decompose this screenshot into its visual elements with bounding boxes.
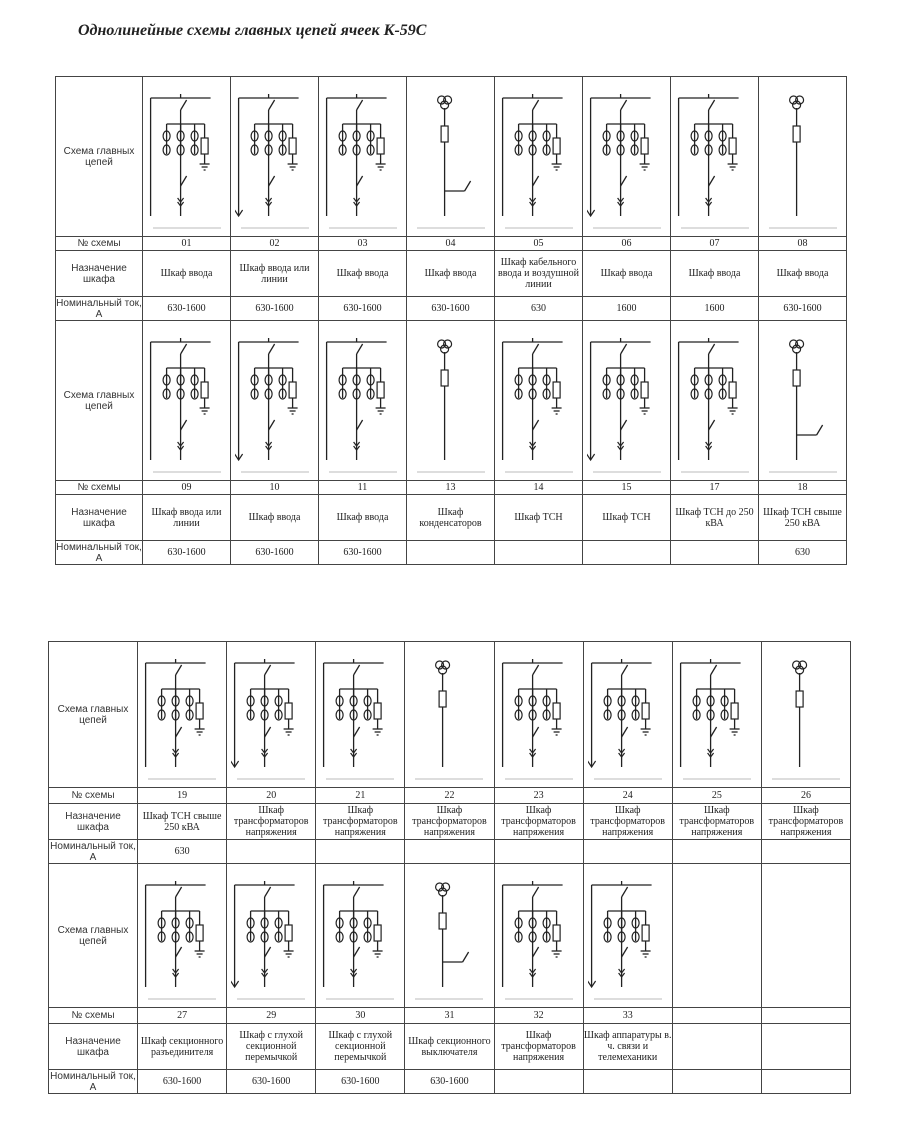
purpose-row — [49, 1024, 851, 1070]
scheme-number: 23 — [533, 790, 544, 801]
rated-current: 1600 — [704, 303, 725, 314]
current-cell — [583, 840, 672, 864]
row-label-purpose: Назначение шкафа — [49, 1024, 138, 1070]
scheme-cell — [405, 642, 494, 788]
purpose-cell — [671, 495, 759, 541]
scheme-cell — [319, 321, 407, 481]
current-cell — [319, 541, 407, 565]
current-cell — [231, 541, 319, 565]
purpose-cell — [231, 495, 319, 541]
current-cell — [672, 840, 761, 864]
number-cell — [227, 788, 316, 804]
scheme-number: 26 — [800, 790, 811, 801]
cabinet-purpose: Шкаф секционного выключателя — [408, 1035, 491, 1058]
purpose-cell — [759, 251, 847, 297]
purpose-cell — [495, 495, 583, 541]
rated-current: 630-1600 — [252, 1076, 291, 1087]
purpose-cell — [761, 1024, 850, 1070]
scheme-icon — [587, 80, 667, 234]
scheme-cell — [231, 321, 319, 481]
cabinet-purpose: Шкаф ввода — [160, 268, 213, 279]
scheme-number: 15 — [621, 482, 632, 493]
purpose-cell — [583, 1024, 672, 1070]
scheme-cell — [407, 321, 495, 481]
cabinet-purpose: Шкаф ввода или линии — [151, 506, 222, 529]
cabinet-purpose: Шкаф трансформаторов напряжения — [679, 805, 755, 838]
scheme-number: 13 — [445, 482, 456, 493]
cabinet-purpose: Шкаф трансформаторов напряжения — [323, 805, 398, 838]
rated-current: 630 — [795, 547, 810, 558]
scheme-icon — [320, 645, 400, 785]
purpose-cell — [319, 495, 407, 541]
number-cell — [671, 481, 759, 495]
row-label-current: Номинальный ток, А — [50, 1070, 136, 1093]
scheme-icon — [147, 80, 227, 234]
row-label-number: № схемы — [49, 788, 138, 804]
current-cell — [227, 1070, 316, 1094]
scheme-icon — [142, 867, 222, 1005]
cabinet-purpose: Шкаф ввода — [336, 512, 389, 523]
scheme-number: 31 — [444, 1010, 455, 1021]
scheme-number: 06 — [621, 238, 632, 249]
scheme-cell — [583, 77, 671, 237]
scheme-number: 24 — [622, 790, 633, 801]
row-label-scheme: Схема главных цепей — [49, 864, 138, 1008]
cabinet-purpose: Шкаф с глухой секционной перемычкой — [328, 1030, 393, 1063]
scheme-icon — [320, 867, 400, 1005]
cabinet-purpose: Шкаф конденсаторов — [419, 506, 482, 529]
purpose-cell — [495, 251, 583, 297]
purpose-cell — [672, 804, 761, 840]
scheme-number: 08 — [797, 238, 808, 249]
scheme-icon — [411, 324, 491, 478]
scheme-cell — [672, 864, 761, 1008]
row-label-current: Номинальный ток, А — [56, 541, 142, 564]
scheme-icon — [411, 80, 491, 234]
number-cell — [227, 1008, 316, 1024]
cabinet-purpose: Шкаф трансформаторов напряжения — [501, 805, 576, 838]
purpose-cell — [671, 251, 759, 297]
number-cell — [672, 1008, 761, 1024]
current-cell — [759, 541, 847, 565]
schemes-table-bottom — [48, 641, 851, 1094]
scheme-number: 30 — [355, 1010, 366, 1021]
scheme-row — [49, 864, 851, 1008]
current-cell — [407, 297, 495, 321]
scheme-number: 33 — [622, 1010, 633, 1021]
current-cell — [138, 1070, 227, 1094]
scheme-number: 14 — [533, 482, 544, 493]
scheme-icon — [499, 867, 579, 1005]
current-cell — [495, 297, 583, 321]
scheme-cell — [405, 864, 494, 1008]
current-cell — [143, 297, 231, 321]
row-label-purpose: Назначение шкафа — [56, 251, 143, 297]
row-label-purpose: Назначение шкафа — [49, 804, 138, 840]
rated-current: 630-1600 — [255, 547, 294, 558]
current-cell — [316, 840, 405, 864]
number-cell — [231, 237, 319, 251]
purpose-cell — [759, 495, 847, 541]
scheme-icon — [763, 324, 843, 478]
scheme-cell — [672, 642, 761, 788]
rated-current: 630-1600 — [343, 303, 382, 314]
number-cell — [495, 481, 583, 495]
number-row — [49, 788, 851, 804]
number-cell — [671, 237, 759, 251]
cabinet-purpose: Шкаф трансформаторов напряжения — [233, 805, 309, 838]
scheme-number: 21 — [355, 790, 366, 801]
row-label-number: № схемы — [56, 481, 143, 495]
scheme-cell — [316, 642, 405, 788]
number-cell — [319, 237, 407, 251]
purpose-cell — [583, 804, 672, 840]
number-cell — [405, 788, 494, 804]
number-cell — [672, 788, 761, 804]
purpose-cell — [231, 251, 319, 297]
number-row — [56, 237, 847, 251]
scheme-number: 27 — [177, 1010, 188, 1021]
rated-current: 630-1600 — [167, 547, 206, 558]
schemes-table-top — [55, 76, 847, 565]
row-label-current: Номинальный ток, А — [50, 840, 136, 863]
cabinet-purpose: Шкаф кабельного ввода и воздушной линии — [498, 257, 579, 290]
scheme-number: 11 — [357, 482, 368, 493]
cabinet-purpose: Шкаф секционного разъединителя — [140, 1035, 224, 1058]
scheme-cell — [495, 321, 583, 481]
scheme-number: 03 — [357, 238, 368, 249]
scheme-cell — [759, 321, 847, 481]
number-cell — [138, 1008, 227, 1024]
purpose-cell — [405, 804, 494, 840]
row-label-purpose: Назначение шкафа — [56, 495, 143, 541]
scheme-icon — [499, 80, 579, 234]
scheme-number: 29 — [266, 1010, 277, 1021]
purpose-cell — [405, 1024, 494, 1070]
scheme-cell — [494, 642, 583, 788]
number-cell — [759, 237, 847, 251]
scheme-cell — [227, 642, 316, 788]
cabinet-purpose: Шкаф ввода или линии — [239, 262, 310, 285]
rated-current: 1600 — [616, 303, 637, 314]
scheme-cell — [227, 864, 316, 1008]
number-cell — [495, 237, 583, 251]
scheme-cell — [495, 77, 583, 237]
row-label-current: Номинальный ток, А — [56, 297, 142, 320]
scheme-icon — [231, 645, 311, 785]
current-cell — [405, 840, 494, 864]
current-cell — [405, 1070, 494, 1094]
current-cell — [138, 840, 227, 864]
purpose-cell — [494, 1024, 583, 1070]
cabinet-purpose: Шкаф ТСН — [602, 512, 651, 523]
purpose-row — [49, 804, 851, 840]
scheme-icon — [588, 645, 668, 785]
cabinet-purpose: Шкаф трансформаторов напряжения — [412, 805, 487, 838]
purpose-cell — [138, 804, 227, 840]
scheme-icon — [499, 324, 579, 478]
scheme-cell — [583, 321, 671, 481]
number-cell — [761, 788, 850, 804]
scheme-cell — [671, 321, 759, 481]
purpose-cell — [672, 1024, 761, 1070]
scheme-icon — [587, 324, 667, 478]
purpose-cell — [316, 1024, 405, 1070]
row-label-scheme: Схема главных цепей — [56, 77, 143, 237]
current-row — [56, 541, 847, 565]
row-label-number: № схемы — [49, 1008, 138, 1024]
rated-current: 630-1600 — [341, 1076, 380, 1087]
rated-current: 630-1600 — [343, 547, 382, 558]
scheme-number: 32 — [533, 1010, 544, 1021]
current-cell — [227, 840, 316, 864]
number-cell — [407, 481, 495, 495]
scheme-cell — [143, 77, 231, 237]
number-cell — [583, 1008, 672, 1024]
scheme-row — [49, 642, 851, 788]
number-cell — [231, 481, 319, 495]
purpose-cell — [583, 251, 671, 297]
scheme-icon — [766, 645, 846, 785]
cabinet-purpose: Шкаф ТСН до 250 кВА — [675, 506, 754, 529]
scheme-cell — [143, 321, 231, 481]
number-cell — [494, 1008, 583, 1024]
rated-current: 630 — [531, 303, 546, 314]
cabinet-purpose: Шкаф трансформаторов напряжения — [501, 1030, 576, 1063]
current-cell — [671, 541, 759, 565]
scheme-cell — [583, 642, 672, 788]
number-cell — [407, 237, 495, 251]
cabinet-purpose: Шкаф ввода — [336, 268, 389, 279]
cabinet-purpose: Шкаф ввода — [688, 268, 741, 279]
scheme-icon — [409, 867, 489, 1005]
scheme-icon — [677, 645, 757, 785]
scheme-row — [56, 77, 847, 237]
scheme-icon — [763, 80, 843, 234]
current-row — [49, 840, 851, 864]
cabinet-purpose: Шкаф ввода — [776, 268, 829, 279]
cabinet-purpose: Шкаф ввода — [248, 512, 301, 523]
cabinet-purpose: Шкаф ТСН — [514, 512, 563, 523]
scheme-icon — [147, 324, 227, 478]
number-cell — [143, 481, 231, 495]
number-row — [49, 1008, 851, 1024]
current-cell — [319, 297, 407, 321]
current-cell — [316, 1070, 405, 1094]
scheme-cell — [319, 77, 407, 237]
number-cell — [761, 1008, 850, 1024]
number-cell — [494, 788, 583, 804]
cabinet-purpose: Шкаф ТСН свыше 250 кВА — [142, 810, 222, 833]
scheme-cell — [761, 642, 850, 788]
current-cell — [495, 541, 583, 565]
scheme-cell — [316, 864, 405, 1008]
scheme-number: 19 — [177, 790, 188, 801]
scheme-number: 22 — [444, 790, 455, 801]
number-cell — [583, 237, 671, 251]
scheme-icon — [675, 324, 755, 478]
scheme-cell — [494, 864, 583, 1008]
purpose-cell — [227, 804, 316, 840]
page-title: Однолинейные схемы главных цепей ячеек К-59С — [78, 22, 427, 39]
current-cell — [672, 1070, 761, 1094]
purpose-cell — [407, 495, 495, 541]
scheme-number: 25 — [711, 790, 722, 801]
row-label-scheme: Схема главных цепей — [56, 321, 143, 481]
current-cell — [583, 297, 671, 321]
scheme-number: 01 — [181, 238, 192, 249]
scheme-number: 09 — [181, 482, 192, 493]
scheme-cell — [761, 864, 850, 1008]
current-cell — [494, 840, 583, 864]
rated-current: 630 — [174, 846, 190, 857]
purpose-cell — [494, 804, 583, 840]
purpose-row — [56, 251, 847, 297]
scheme-icon — [409, 645, 489, 785]
rated-current: 630-1600 — [255, 303, 294, 314]
scheme-number: 18 — [797, 482, 808, 493]
scheme-cell — [583, 864, 672, 1008]
scheme-row — [56, 321, 847, 481]
current-cell — [671, 297, 759, 321]
number-cell — [583, 481, 671, 495]
number-cell — [316, 1008, 405, 1024]
number-cell — [143, 237, 231, 251]
scheme-icon — [323, 324, 403, 478]
cabinet-purpose: Шкаф трансформаторов напряжения — [590, 805, 665, 838]
scheme-cell — [138, 864, 227, 1008]
current-cell — [761, 840, 850, 864]
scheme-icon — [235, 324, 315, 478]
rated-current: 630-1600 — [430, 1076, 469, 1087]
cabinet-purpose: Шкаф ввода — [600, 268, 653, 279]
scheme-cell — [759, 77, 847, 237]
purpose-cell — [138, 1024, 227, 1070]
cabinet-purpose: Шкаф с глухой секционной перемычкой — [239, 1030, 304, 1063]
scheme-number: 17 — [709, 482, 720, 493]
cabinet-purpose: Шкаф ввода — [424, 268, 477, 279]
current-cell — [143, 541, 231, 565]
row-label-scheme: Схема главных цепей — [49, 642, 138, 788]
current-cell — [231, 297, 319, 321]
current-cell — [583, 541, 671, 565]
current-cell — [494, 1070, 583, 1094]
scheme-number: 07 — [709, 238, 720, 249]
cabinet-purpose: Шкаф ТСН свыше 250 кВА — [763, 506, 842, 529]
current-cell — [583, 1070, 672, 1094]
current-cell — [407, 541, 495, 565]
scheme-icon — [588, 867, 668, 1005]
scheme-cell — [671, 77, 759, 237]
scheme-icon — [235, 80, 315, 234]
scheme-icon — [675, 80, 755, 234]
scheme-number: 10 — [269, 482, 280, 493]
row-label-number: № схемы — [56, 237, 143, 251]
scheme-icon — [499, 645, 579, 785]
scheme-icon — [142, 645, 222, 785]
purpose-cell — [316, 804, 405, 840]
current-cell — [759, 297, 847, 321]
scheme-cell — [231, 77, 319, 237]
purpose-cell — [407, 251, 495, 297]
current-cell — [761, 1070, 850, 1094]
scheme-number: 02 — [269, 238, 280, 249]
rated-current: 630-1600 — [783, 303, 822, 314]
scheme-cell — [407, 77, 495, 237]
scheme-number: 05 — [533, 238, 544, 249]
purpose-cell — [143, 495, 231, 541]
number-cell — [405, 1008, 494, 1024]
number-cell — [316, 788, 405, 804]
cabinet-purpose: Шкаф аппаратуры в. ч. связи и телемеханики — [583, 1030, 672, 1063]
rated-current: 630-1600 — [162, 1076, 202, 1087]
scheme-icon — [231, 867, 311, 1005]
purpose-cell — [319, 251, 407, 297]
purpose-cell — [583, 495, 671, 541]
number-cell — [583, 788, 672, 804]
cabinet-purpose: Шкаф трансформаторов напряжения — [768, 805, 844, 838]
rated-current: 630-1600 — [431, 303, 470, 314]
purpose-cell — [143, 251, 231, 297]
current-row — [49, 1070, 851, 1094]
scheme-cell — [138, 642, 227, 788]
purpose-row — [56, 495, 847, 541]
purpose-cell — [227, 1024, 316, 1070]
scheme-number: 04 — [445, 238, 456, 249]
scheme-icon — [323, 80, 403, 234]
number-cell — [319, 481, 407, 495]
number-cell — [138, 788, 227, 804]
rated-current: 630-1600 — [167, 303, 206, 314]
scheme-number: 20 — [266, 790, 277, 801]
number-row — [56, 481, 847, 495]
current-row — [56, 297, 847, 321]
purpose-cell — [761, 804, 850, 840]
number-cell — [759, 481, 847, 495]
